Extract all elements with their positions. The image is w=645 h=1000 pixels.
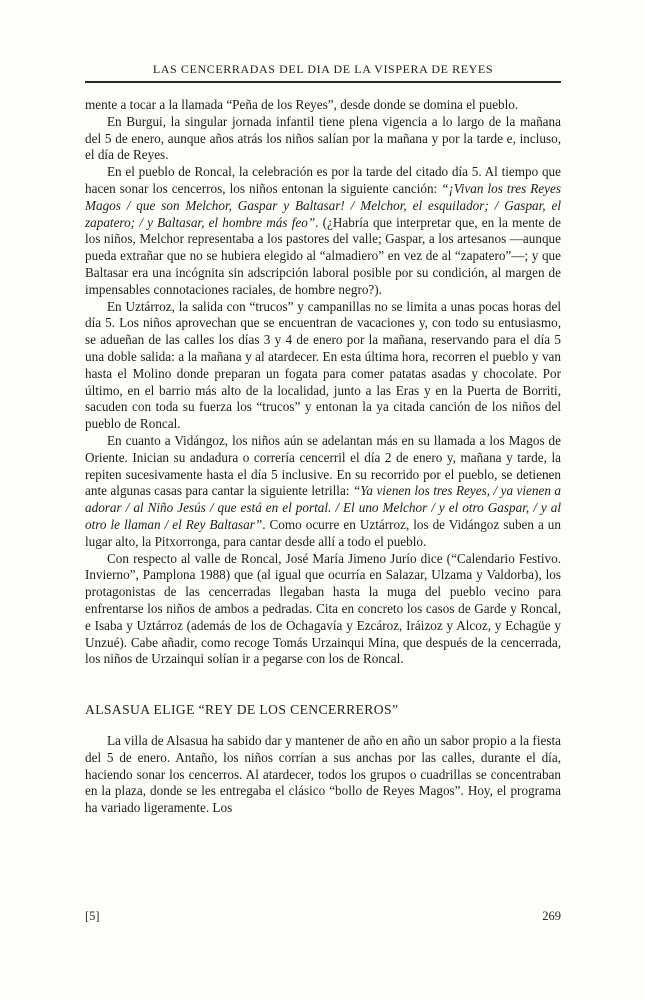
paragraph — [85, 551, 561, 669]
body-text-run: mente a tocar a la llamada “Peña de los Reyes”, desde donde se domina el pueblo. — [85, 97, 519, 112]
quoted-verse: “¡Vivan los tres Reyes Magos / que son Melchor, Gaspar y Baltasar! / Melchor, el esquilador; / Gaspar, el zapatero; / y Baltasar, el hombre más feo” — [85, 180, 561, 230]
body-text-run: La villa de Alsasua ha sabido dar y mantener de año en año un sabor propio a la fiesta del 5 de enero. Antaño, los niños corrían a sus anchas por las calles, durante el día, haciendo sonar los cencerros. Al atardecer, todos los grupos o cuadrillas se concentraban en la plaza, donde se les entregaba el clásico “bollo de Reyes Magos”. Hoy, el programa ha variado ligeramente. Los — [85, 733, 561, 816]
paragraph — [85, 733, 561, 817]
footer-signature-mark: [5] — [85, 909, 100, 923]
section-paragraphs — [85, 733, 561, 817]
paragraph — [85, 114, 561, 164]
running-header: LAS CENCERRADAS DEL DIA DE LA VISPERA DE REYES — [85, 62, 561, 83]
body-text-run: . Como ocurre en Uztárroz, los de Vidángoz suben a un lugar alto, la Pitxorronga, para cantar desde allí a todo el pueblo. — [85, 516, 561, 549]
body-text-run: En cuanto a Vidángoz, los niños aún se adelantan más en su llamada a los Magos de Oriente. Inician su andadura o correría cencerril el día 2 de enero y, mañana y tarde, la repiten sucesivamente hasta el día 5 inclusive. En su recorrido por el pueblo, se detienen ante algunas casas para cantar la siguiente letrilla: — [85, 432, 561, 499]
body-text-run: Con respecto al valle de Roncal, José María Jimeno Jurío dice (“Calendario Festivo. Invierno”, Pamplona 1988) que (al igual que ocurría en Salazar, Ulzama y Valdorba), los protagonistas de las cencerradas llegaban hasta la muga del pueblo vecino para enfrentarse los niños de ambos a pedradas. Cita en concreto los casos de Garde y Roncal, e Isaba y Uztárroz (además de los de Ochagavía y Ezcároz, Iráizoz y Alcoz, y Echagüe y Unzué). Cabe añadir, como recoge Tomás Urzainqui Mina, que después de la cencerrada, los niños de Urzainqui solían ir a pegarse con los de Roncal. — [85, 550, 561, 667]
quoted-verse: “Ya vienen los tres Reyes, / ya vienen a adorar / al Niño Jesús / que está en el portal. / El uno Melchor / y el otro Gaspar, / y al otro le llaman / el Rey Baltasar” — [85, 483, 561, 532]
paragraph — [85, 299, 561, 433]
main-paragraphs — [85, 97, 561, 668]
body-text-run: En Uztárroz, la salida con “trucos” y campanillas no se limita a unas pocas horas del día 5. Los niños aprovechan que se encuentran de vacaciones y, con todo su entusiasmo, se adueñan de las calles los días 3 y 4 de enero por la mañana, reservando para el día 5 una doble salida: a la mañana y al atardecer. En esta última hora, recorren el pueblo y van hasta el Molino donde preparan un fogata para comer patatas asadas y chocolate. Por último, en el barrio más alto de la localidad, junto a las Eras y en la Puerta de Borriti, sacuden con toda su fuerza los “trucos” y entonan la ya citada canción de los niños del pueblo de Roncal. — [85, 298, 561, 432]
page-footer — [85, 909, 561, 924]
page-body — [85, 97, 561, 817]
body-text-run: En Burgui, la singular jornada infantil tiene plena vigencia a lo largo de la mañana del 5 de enero, aunque años atrás los niños salían por la mañana y por la tarde e, incluso, el día de Reyes. — [85, 113, 561, 163]
paragraph — [85, 164, 561, 298]
paragraph — [85, 433, 561, 551]
body-text-run: . (¿Habría que interpretar que, en la mente de los niños, Melchor representaba a los pastores del valle; Gaspar, a los artesanos —aunque pueda extrañar que no se hubiera elegido al “almadiero” en vez de al “zapatero”—; y que Baltasar era una incógnita sin adscripción laboral posible por su condición, al margen de impensables connotaciones raciales, de hombre negro?). — [85, 214, 561, 297]
body-text-run: En el pueblo de Roncal, la celebración es por la tarde del citado día 5. Al tiempo que hacen sonar los cencerros, los niños entonan la siguiente canción: — [85, 164, 561, 196]
page-number: 269 — [542, 909, 561, 923]
paragraph — [85, 97, 561, 114]
section-heading: ALSASUA ELIGE “REY DE LOS CENCERREROS” — [85, 702, 399, 718]
